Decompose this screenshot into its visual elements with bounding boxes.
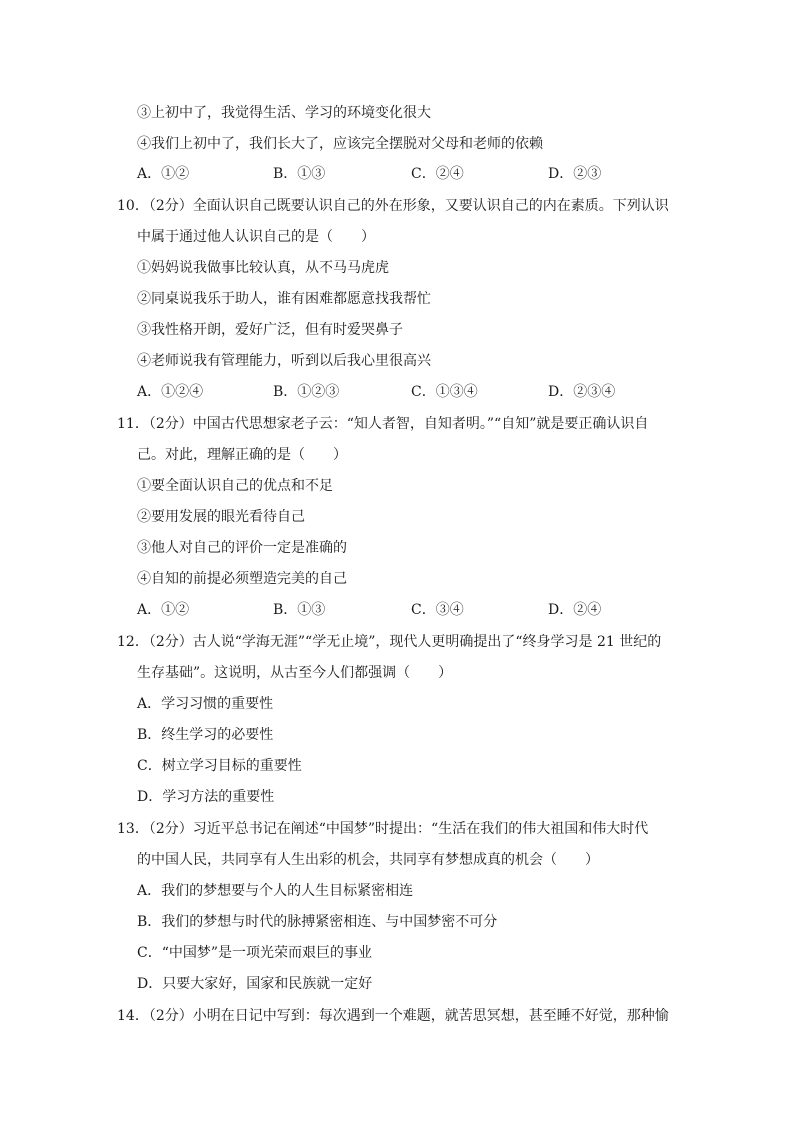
q11-item-4: ④自知的前提必须塑造完美的自己: [137, 571, 347, 587]
q9-option-c: C．②④: [411, 166, 464, 182]
q13-stem-line-1: 13．（2分）习近平总书记在阐述“中国梦”时提出：“生活在我们的伟大祖国和伟大时代: [117, 821, 649, 837]
q11-option-a: A．①②: [137, 602, 190, 618]
q10-option-b: B．①②③: [273, 384, 340, 400]
q12-option-b: B．终生学习的必要性: [137, 727, 274, 743]
q12-option-a: A．学习习惯的重要性: [137, 696, 274, 712]
q11-option-c: C．③④: [411, 602, 464, 618]
q9-option-d: D．②③: [548, 166, 602, 182]
q10-option-a: A．①②④: [137, 384, 204, 400]
q11-stem-line-2: 己。对此，理解正确的是（ ）: [137, 447, 347, 463]
q11-item-1: ①要全面认识自己的优点和不足: [137, 478, 333, 494]
q13-option-c: C．“中国梦”是一项光荣而艰巨的事业: [137, 945, 373, 961]
q13-option-b: B．我们的梦想与时代的脉搏紧密相连、与中国梦密不可分: [137, 914, 498, 930]
q10-item-4: ④老师说我有管理能力，听到以后我心里很高兴: [137, 353, 431, 369]
q12-stem-line-2: 生存基础”。这说明，从古至今人们都强调（ ）: [137, 665, 453, 681]
q13-option-a: A．我们的梦想要与个人的人生目标紧密相连: [137, 883, 414, 899]
q9-option-a: A．①②: [137, 166, 190, 182]
q10-option-c: C．①③④: [411, 384, 478, 400]
q11-item-2: ②要用发展的眼光看待自己: [137, 509, 305, 525]
q13-option-d: D．只要大家好，国家和民族就一定好: [137, 976, 373, 992]
q13-stem-line-2: 的中国人民，共同享有人生出彩的机会，共同享有梦想成真的机会（ ）: [137, 852, 599, 868]
q9-item-3: ③上初中了，我觉得生活、学习的环境变化很大: [137, 105, 431, 121]
q11-stem-line-1: 11．（2分）中国古代思想家老子云：“知人者智，自知者明。”“自知”就是要正确认识自: [117, 416, 649, 432]
q9-item-4: ④我们上初中了，我们长大了，应该完全摆脱对父母和老师的依赖: [137, 136, 543, 152]
q10-item-3: ③我性格开朗，爱好广泛，但有时爱哭鼻子: [137, 322, 403, 338]
q11-option-d: D．②④: [548, 602, 602, 618]
q10-item-2: ②同桌说我乐于助人，谁有困难都愿意找我帮忙: [137, 291, 431, 307]
q10-stem-line-2: 中属于通过他人认识自己的是（ ）: [137, 229, 375, 245]
q9-option-b: B．①③: [273, 166, 326, 182]
q11-option-b: B．①③: [273, 602, 326, 618]
q12-stem-line-1: 12．（2分）古人说“学海无涯”“学无止境”，现代人更明确提出了“终身学习是 21 世纪的: [117, 634, 662, 650]
q10-item-1: ①妈妈说我做事比较认真，从不马马虎虎: [137, 260, 389, 276]
q11-item-3: ③他人对自己的评价一定是准确的: [137, 540, 347, 556]
q12-option-c: C．树立学习目标的重要性: [137, 758, 302, 774]
q14-stem-line-1: 14．（2分）小明在日记中写到：每次遇到一个难题，就苦思冥想，甚至睡不好觉，那种愉: [117, 1008, 669, 1024]
q12-option-d: D．学习方法的重要性: [137, 789, 275, 805]
q10-option-d: D．②③④: [548, 384, 616, 400]
q10-stem-line-1: 10．（2分）全面认识自己既要认识自己的外在形象，又要认识自己的内在素质。下列认识: [117, 198, 669, 214]
